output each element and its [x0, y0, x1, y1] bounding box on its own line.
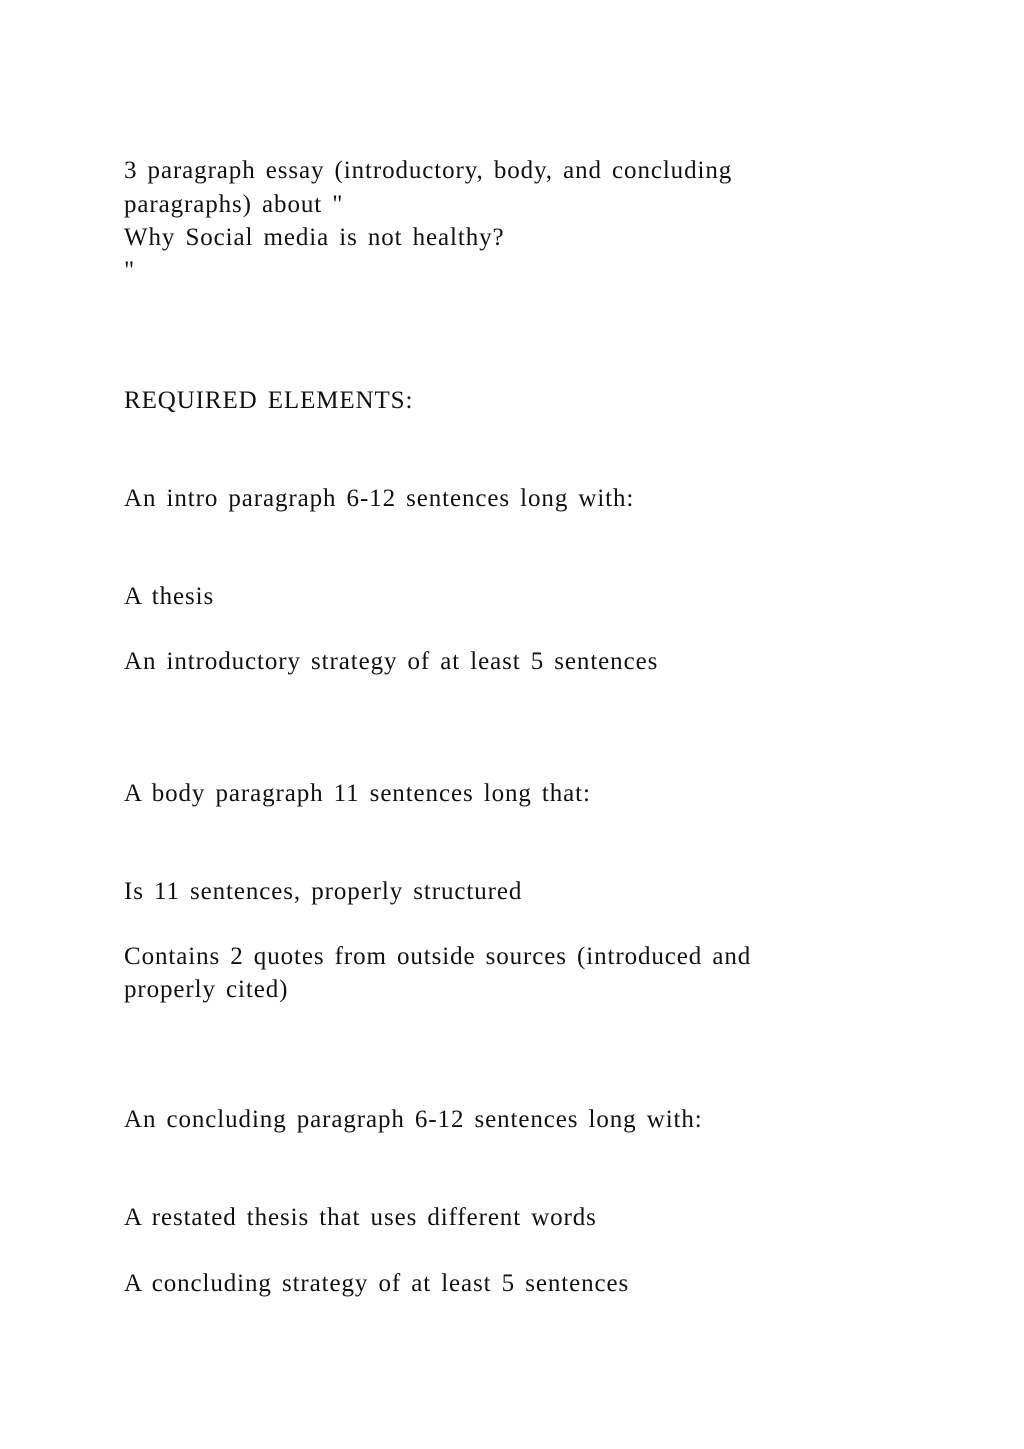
prompt-line-2: paragraphs) about ": [124, 191, 344, 218]
body-item-structure: Is 11 sentences, properly structured: [124, 878, 523, 905]
body-item-quotes-continued: properly cited): [124, 976, 289, 1003]
intro-paragraph-requirement: An intro paragraph 6-12 sentences long with:: [124, 485, 635, 512]
prompt-closing-quote: ": [124, 257, 136, 284]
section-heading: REQUIRED ELEMENTS:: [124, 387, 414, 414]
concluding-item-strategy: A concluding strategy of at least 5 sentences: [124, 1270, 630, 1297]
body-item-quotes: Contains 2 quotes from outside sources (introduced and: [124, 943, 752, 970]
prompt-line-1: 3 paragraph essay (introductory, body, and concluding: [124, 157, 733, 184]
body-paragraph-requirement: A body paragraph 11 sentences long that:: [124, 780, 591, 807]
prompt-topic: Why Social media is not healthy?: [124, 224, 505, 251]
concluding-item-restated-thesis: A restated thesis that uses different words: [124, 1204, 597, 1231]
intro-item-thesis: A thesis: [124, 583, 215, 610]
concluding-paragraph-requirement: An concluding paragraph 6-12 sentences long with:: [124, 1106, 703, 1133]
intro-item-strategy: An introductory strategy of at least 5 sentences: [124, 648, 659, 675]
